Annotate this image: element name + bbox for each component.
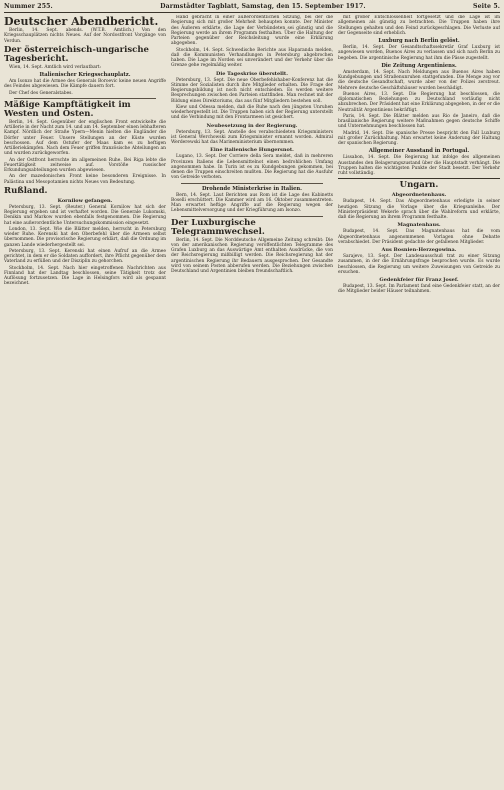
- subheading: Aus Bosnien-Herzegowina.: [381, 247, 457, 253]
- subheading: Drohende Ministerkrise in Italien.: [202, 185, 302, 192]
- article-paragraph: Budapest, 14. Sept. Das Abgeordnetenhaus erledigte in seiner heutigen Sitzung die Vorlage über die Kriegsanleihe. Der Ministerpräsident Wekerle sprach über die Wahlreform und erklärte, daß die Regierung an ihrem Programm festhalte.: [338, 199, 500, 220]
- article-paragraph: Berlin, 14. Sept. abends. (W.T.B. Amtlich.) Von den Kriegsschauplätzen nichts Neues. Auf der Nordostfront Vorgänge von Verdun.: [4, 28, 166, 44]
- article-paragraph: Berlin, 14. Sept. Die Norddeutsche Allgemeine Zeitung schreibt: Die von der amerikanischen Regierung veröffentlichten Telegramme des Grafen Luxburg an das Auswärtige Amt enthalten Ausdrücke, die von der Reichsregierung mißbilligt werden. Die Reichsregierung hat der argentinischen Regierung ihr Bedauern ausgesprochen. Der Gesandte wird von seinem Posten abberufen werden. Die Beziehungen zwischen Deutschland und Argentinien bleiben freundschaftlich.: [171, 237, 333, 274]
- article-paragraph: Lissabon, 14. Sept. Die Regierung hat infolge des allgemeinen Ausstandes den Belagerungszustand über die Hauptstadt verhängt. Die Truppen halten die wichtigsten Punkte der Stadt besetzt. Der Verkehr ruht vollständig.: [338, 155, 500, 176]
- article-paragraph: Berlin, 14. Sept. Gegenüber der englischen Front entwickelte die Artillerie in der Nacht zum 14. und am 14. September einen lebhafteren Kampf. Nördlich der Straße Ypern—Menin hielten die Engländer die Dörfer unter Feuer. Unsere Stellungen an der Küste wurden beschossen. Auf dem Ostufer der Maas kam es zu heftigen Artilleriekämpfen. Nach dem Feuer griffen französische Abteilungen an und wurden zurückgeworfen.: [4, 119, 166, 157]
- issue-number: Nummer 255.: [4, 3, 53, 10]
- article-paragraph: Petersburg, 13. Sept. Anstelle des verabschiedeten Kriegsministers ist General Werchowski zum Kriegsminister ernannt worden. Admiral Werderewski hat das Marineministerium übernommen.: [171, 129, 333, 145]
- article-paragraph: Amsterdam, 14. Sept. Nach Meldungen aus Buenos Aires haben Kundgebungen und Straßenunruhen stattgefunden. Die Menge zog vor die deutsche Gesandtschaft, wurde aber von der Polizei zerstreut. Mehrere deutsche Geschäftshäuser wurden beschädigt.: [338, 69, 500, 91]
- page-number: Seite 5.: [473, 3, 500, 10]
- article-paragraph: mit großer Entschlossenheit fortgesetzt und die Lage ist im allgemeinen als günstig zu betrachten. Die Truppen haben ihre Stellungen gehalten und den Feind zurückgeschlagen. Die Verluste auf der Gegenseite sind erheblich.: [338, 15, 500, 36]
- headline: Der österreichisch-ungarische Tagesbericht.: [4, 44, 149, 64]
- article-paragraph: Kiew und Odessa melden, daß die Ruhe nach den jüngsten Unruhen wiederhergestellt ist. Die Truppen haben sich der Regierung unterstellt und die Verbindung mit den Frontarmeen ist gesichert.: [171, 104, 333, 121]
- article-paragraph: Madrid, 14. Sept. Die spanische Presse bespricht den Fall Luxburg mit großer Zurückhaltung. Man erwartet keine Änderung der Haltung der spanischen Regierung.: [338, 130, 500, 146]
- article-paragraph: Petersburg, 13. Sept. (Reuter.) General Kornilow hat sich der Regierung ergeben und ist verhaftet worden. Die Generale Lukomski, Denikin und Markow wurden ebenfalls festgenommen. Die Regierung hat eine außerordentliche Untersuchungskommission eingesetzt.: [4, 204, 166, 226]
- article-paragraph: Stockholm, 14. Sept. Schwedische Berichte aus Haparanda melden, daß die Kommunisten Verhandlungen in Petersburg abgebrochen haben. Die Lage im Norden sei unverändert und der Verkehr über die Grenze gehe regelmäßig weiter.: [171, 47, 333, 69]
- subheading: Neubesetzung in der Regierung.: [206, 122, 298, 129]
- subheading: Abgeordnetenhaus.: [391, 192, 447, 199]
- column-3: [338, 15, 500, 790]
- subheading: Italienischer Kriegsschauplatz.: [39, 72, 131, 78]
- article-paragraph: Der Chef des Generalstabes.: [9, 90, 73, 96]
- headline: Der Luxburgische Telegrammwechsel.: [171, 217, 265, 237]
- article-paragraph: Budapest, 14. Sept. Das Magnatenhaus hat die vom Abgeordnetenhaus angenommenen Vorlagen ohne Debatte verabschiedet. Der Präsident gedachte der gefallenen Mitglieder.: [338, 229, 500, 245]
- masthead-line: Darmstädter Tagblatt, Samstag, den 15. September 1917.: [160, 3, 366, 10]
- article-paragraph: Wien, 14. Sept. Amtlich wird verlautbart:: [9, 64, 102, 70]
- column-2: [171, 15, 333, 790]
- subheading: Magnatenhaus.: [397, 222, 441, 229]
- divider: [14, 98, 156, 99]
- article-paragraph: Stockholm, 14. Sept. Nach hier eingetroffenen Nachrichten aus Finnland hat der Landtag beschlossen, seine Tätigkeit trotz der Auflösung fortzusetzen. Die Lage in Helsingfors wird als gespannt bezeichnet.: [4, 265, 166, 287]
- article-paragraph: Am Isonzo hat die Armee des Generals Boroevic keine neuen Angriffe des Feindes abgewiesen. Die Kämpfe dauern fort.: [4, 79, 166, 90]
- headline: Mäßige Kampftätigkeit im Westen und Osten.: [4, 99, 131, 119]
- article-paragraph: London, 13. Sept. Wie die Blätter melden, herrscht in Petersburg wieder Ruhe. Kerenski hat den Oberbefehl über die Armeen selbst übernommen. Die provisorische Regierung erklärt, daß die Ordnung im ganzen Lande wiederhergestellt sei.: [4, 226, 166, 248]
- article-paragraph: Petersburg, 13. Sept. Kerenski hat einen Aufruf an die Armee gerichtet, in dem er die Soldaten auffordert, ihre Pflicht gegenüber dem Vaterland zu erfüllen und der Disziplin zu gehorchen.: [4, 248, 166, 265]
- divider: [338, 178, 500, 179]
- headline: Ungarn.: [399, 180, 439, 191]
- subheading: Allgemeiner Ausstand in Portugal.: [368, 148, 470, 155]
- divider: [181, 216, 323, 217]
- article-paragraph: Sarajevo, 13. Sept. Der Landesausschuß trat zu einer Sitzung zusammen, in der die Ernährungsfrage besprochen wurde. Es wurde beschlossen, die Regierung um weitere Zuweisungen von Getreide zu ersuchen.: [338, 254, 500, 275]
- subheading: Kornilow gefangen.: [57, 197, 113, 204]
- headline: Rußland.: [4, 185, 48, 196]
- article-paragraph: Budapest, 13. Sept. Im Parlament fand eine Gedenkfeier statt, an der die Mitglieder beider Häuser teilnahmen.: [338, 284, 500, 295]
- article-paragraph: Buenos Aires, 13. Sept. Die Regierung hat beschlossen, die diplomatischen Beziehungen zu Deutschland vorläufig nicht abzubrechen. Der Präsident hat eine Erklärung abgegeben, in der er die Neutralität Argentiniens bekräftigt.: [338, 91, 500, 113]
- article-paragraph: Berlin, 14. Sept. Der Gesandtschaftssekretär Graf Luxburg ist angewiesen worden, Buenos Aires zu verlassen und sich nach Berlin zu begeben. Die argentinische Regierung hat ihm die Pässe zugestellt.: [338, 45, 500, 61]
- article-paragraph: Hand gebracht in einer außerordentlichen Sitzung, bei der die Regierung sich mit großer Mehrheit behaupten konnte. Der Minister des Äußeren erklärte, die Lage der Verbündeten sei günstig und die Regierung werde an ihrem Programm festhalten. Über die Haltung der Parteien gegenüber der Reichsleitung wurde eine Erklärung abgegeben.: [171, 15, 333, 47]
- subheading: Die Zeitung Argentiniens.: [381, 62, 457, 69]
- subheading: Eine italienische Hungersnot.: [210, 147, 294, 154]
- subheading: Gedenkfeier für Franz Josef.: [379, 277, 459, 283]
- columns: [4, 15, 500, 790]
- article-paragraph: Bern, 14. Sept. Laut Berichten aus Rom ist die Lage des Kabinetts Boselli erschüttert. Die Kammer wird am 16. Oktober zusammentreten. Man erwartet heftige Angriffe auf die Regierung wegen der Lebensmittelversorgung und der Kriegführung am Isonzo.: [171, 192, 333, 214]
- article-paragraph: Petersburg, 13. Sept. Die neue Oberbefehlshaber-Konferenz hat die Stimme der Sozialisten durch ihre Mitglieder erhalten. Die Frage der Regierungsbildung ist noch nicht entschieden. Es werden weitere Besprechungen zwischen den Parteien stattfinden. Man rechnet mit der Bildung eines Direktoriums, das aus fünf Mitgliedern bestehen soll.: [171, 77, 333, 104]
- divider: [181, 183, 323, 184]
- subheading: Luxburg nach Berlin gelöst.: [378, 38, 460, 44]
- subheading: Die Tageskrise überstellt.: [216, 70, 288, 77]
- article-paragraph: Lugano, 13. Sept. Der Corriere della Sera meldet, daß in mehreren Provinzen Italiens die Lebensmittelnot einen bedrohlichen Umfang angenommen habe. In Turin ist es zu Kundgebungen gekommen, bei denen die Truppen einschreiten mußten. Die Regierung hat die Ausfuhr von Getreide verboten.: [171, 154, 333, 181]
- article-paragraph: Paris, 14. Sept. Die Blätter melden aus Rio de Janeiro, daß die brasilianische Regierung weitere Maßnahmen gegen deutsche Schiffe und Unternehmungen beschlossen hat.: [338, 113, 500, 130]
- page-header: [4, 3, 500, 13]
- article-paragraph: An der Ostfront herrschte im allgemeinen Ruhe. Bei Riga lebte die Feuertätigkeit zeitweise auf. Vorstöße russischer Erkundungsabteilungen wurden abgewiesen.: [4, 157, 166, 173]
- article-paragraph: An der mazedonischen Front keine besonderen Ereignisse. In Palästina und Mesopotamien nichts Neues von Bedeutung.: [4, 174, 166, 185]
- headline: Deutscher Abendbericht.: [4, 15, 159, 28]
- column-1: [4, 15, 166, 790]
